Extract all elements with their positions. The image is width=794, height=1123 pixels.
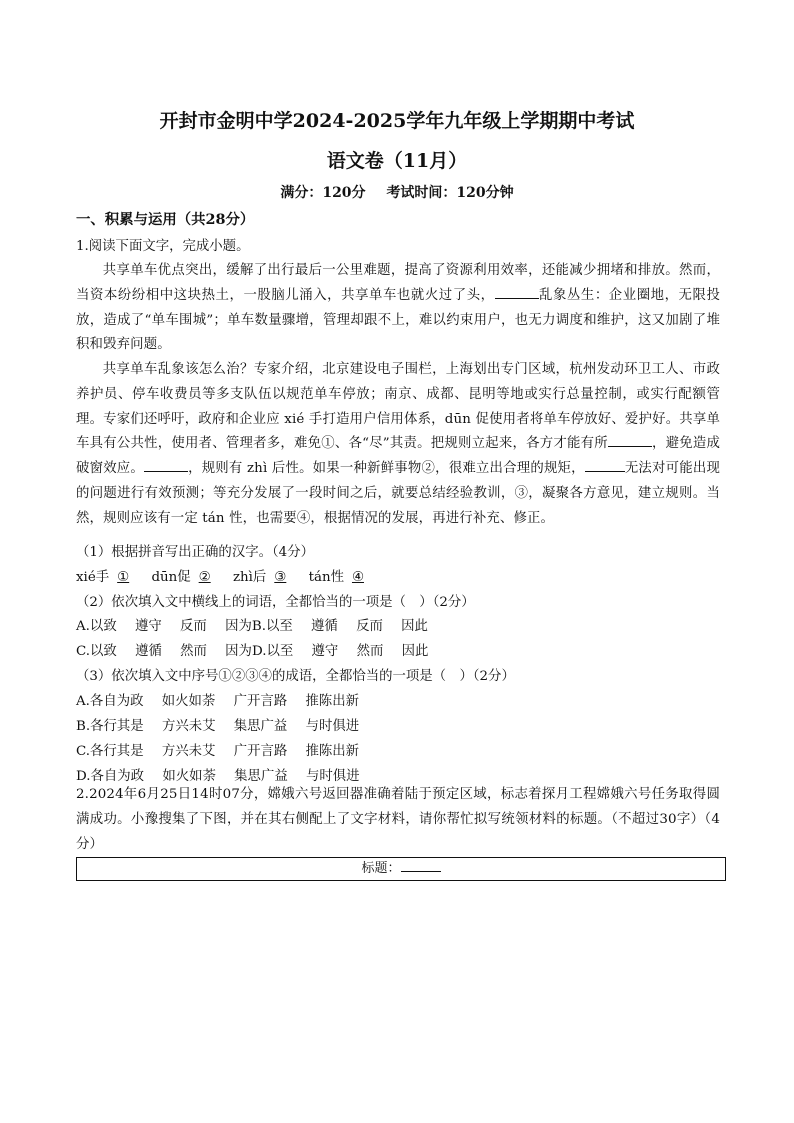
option-text: 广开言路 [233, 694, 288, 709]
q1-intro: 1.阅读下面文字，完成小题。 [76, 239, 250, 254]
p2-part1: 共享单车乱象该怎么治？专家介绍，北京建设电子围栏，上海划出专门区域，杭州发动环卫工人、市政养护员、停车收费员等多支队伍以规范单车停放；南京、成都、昆明等地或实行总量控制，或实行配额管理。专家们还呼吁，政府和企业应 xié 手打造用户信用体系，dūn 促使用者将单车停放好、爱护好。共享单车具有公共性，使用者、管理者多，难免①、各“尽”其责。把规则立起来，各方才能有所 [76, 362, 720, 452]
option-text: 反而 [180, 619, 207, 634]
pinyin-row [76, 566, 372, 585]
pinyin-3: zhì后 [232, 570, 267, 585]
option-text: 遵循 [311, 619, 338, 634]
section-heading: 一、积累与运用（共28分） [76, 211, 255, 228]
p1-part1: 共享单车优点突出，缓解了出行最后一公里难题，提高了资源利用效率，还能减少拥堵和排放。然而，当资本纷纷相中这块热土，一股脑儿涌入，共享单车也就火过了头， [76, 263, 720, 303]
p2-part3: ，规则有 zhì 后性。如果一种新鲜事物②，很难立出合理的规矩， [188, 461, 585, 477]
option-text: 集思广益 [233, 719, 288, 734]
sub3-option-a [76, 690, 359, 709]
option-text: A.以致 [76, 619, 117, 634]
sub1-stem: （1）根据拼音写出正确的汉字。（4分） [76, 545, 314, 560]
option-text: C.以致 [76, 644, 117, 659]
pinyin-1: xié手 [76, 570, 110, 585]
p1-part2: 乱象丛生：企业圈地，无限投放，造成了“单车围城”；单车数量骤增，管理却跟不上，难以约束用户，也无力调度和维护，这又加剧了堆积和毁弃问题。 [76, 287, 721, 353]
sub3-option-c [76, 740, 359, 759]
option-text: 反而 [356, 619, 383, 634]
option-text: 与时俱进 [306, 769, 360, 784]
blank-line [585, 459, 625, 472]
pinyin-4: tán性 [308, 570, 344, 585]
title-answer-box[interactable] [76, 857, 726, 881]
answer-blank-1: ① [117, 570, 130, 585]
option-text: A.各自为政 [76, 694, 144, 709]
answer-blank-3: ③ [274, 570, 287, 585]
sub3-stem: （3）依次填入文中序号①②③④的成语，全都恰当的一项是（ ）（2分） [76, 669, 515, 684]
option-text: 因为B.以至 [225, 619, 293, 634]
title-label: 标题： [361, 861, 401, 876]
blank-line [144, 459, 188, 472]
option-text: 方兴未艾 [161, 719, 216, 734]
sub3-option-d [76, 765, 360, 784]
exam-subtitle: 语文卷（11月） [326, 150, 468, 172]
option-text: 因此 [401, 644, 429, 659]
title-answer-blank[interactable] [401, 859, 441, 872]
option-text: 方兴未艾 [161, 744, 216, 759]
score-info [0, 182, 794, 202]
blank-line [495, 286, 539, 299]
option-text: 推陈出新 [305, 744, 360, 759]
exam-title: 开封市金明中学2024-2025学年九年级上学期期中考试 [159, 110, 635, 132]
option-text: 因此 [401, 619, 428, 634]
sub2-stem: （2）依次填入文中横线上的词语，全都恰当的一项是（ ）（2分） [76, 595, 475, 610]
option-text: 如火如荼 [161, 694, 216, 709]
option-text: 与时俱进 [305, 719, 360, 734]
option-text: 遵守 [134, 619, 162, 634]
option-text: 遵循 [135, 644, 162, 659]
sub2-options-row-1 [76, 615, 428, 634]
option-text: 集思广益 [234, 769, 288, 784]
exam-time: 考试时间：120分钟 [386, 185, 514, 201]
sub3-option-b [76, 715, 359, 734]
option-text: 然而 [356, 644, 384, 659]
option-text: D.各自为政 [76, 769, 145, 784]
option-text: 遵守 [311, 644, 339, 659]
blank-line [608, 434, 652, 447]
option-text: 因为D.以至 [225, 644, 294, 659]
option-text: 如火如荼 [162, 769, 216, 784]
sub2-options-row-2 [76, 640, 428, 659]
option-text: C.各行其是 [76, 744, 144, 759]
answer-blank-4: ④ [351, 570, 364, 585]
passage-paragraph-2 [76, 358, 720, 532]
pinyin-2: dūn促 [151, 570, 191, 585]
option-text: 推陈出新 [305, 694, 359, 709]
passage-paragraph-1 [76, 259, 720, 358]
answer-blank-2: ② [198, 570, 211, 585]
p2-part4: 无法对可能出现的问题进行有效预测；等充分发展了一段时间之后，就要总结经验教训，③，凝聚各方意见，建立规则。当然，规则应该有一定 tán 性，也需要④，根据情况的发展，再进行补充、修正。 [76, 461, 720, 526]
full-score: 满分：120分 [280, 185, 366, 201]
q2-text: 2.2024年6月25日14时07分，嫦娥六号返回器准确着陆于预定区域，标志着探月工程嫦娥六号任务取得圆满成功。小豫搜集了下图，并在其右侧配上了文字材料，请你帮忙拟写统领材料的标题。（不超过30字）（4分） [76, 787, 720, 852]
option-text: B.各行其是 [76, 719, 144, 734]
option-text: 然而 [180, 644, 207, 659]
option-text: 广开言路 [233, 744, 288, 759]
p2-part2: ，避免造成破窗效应。 [76, 436, 720, 477]
